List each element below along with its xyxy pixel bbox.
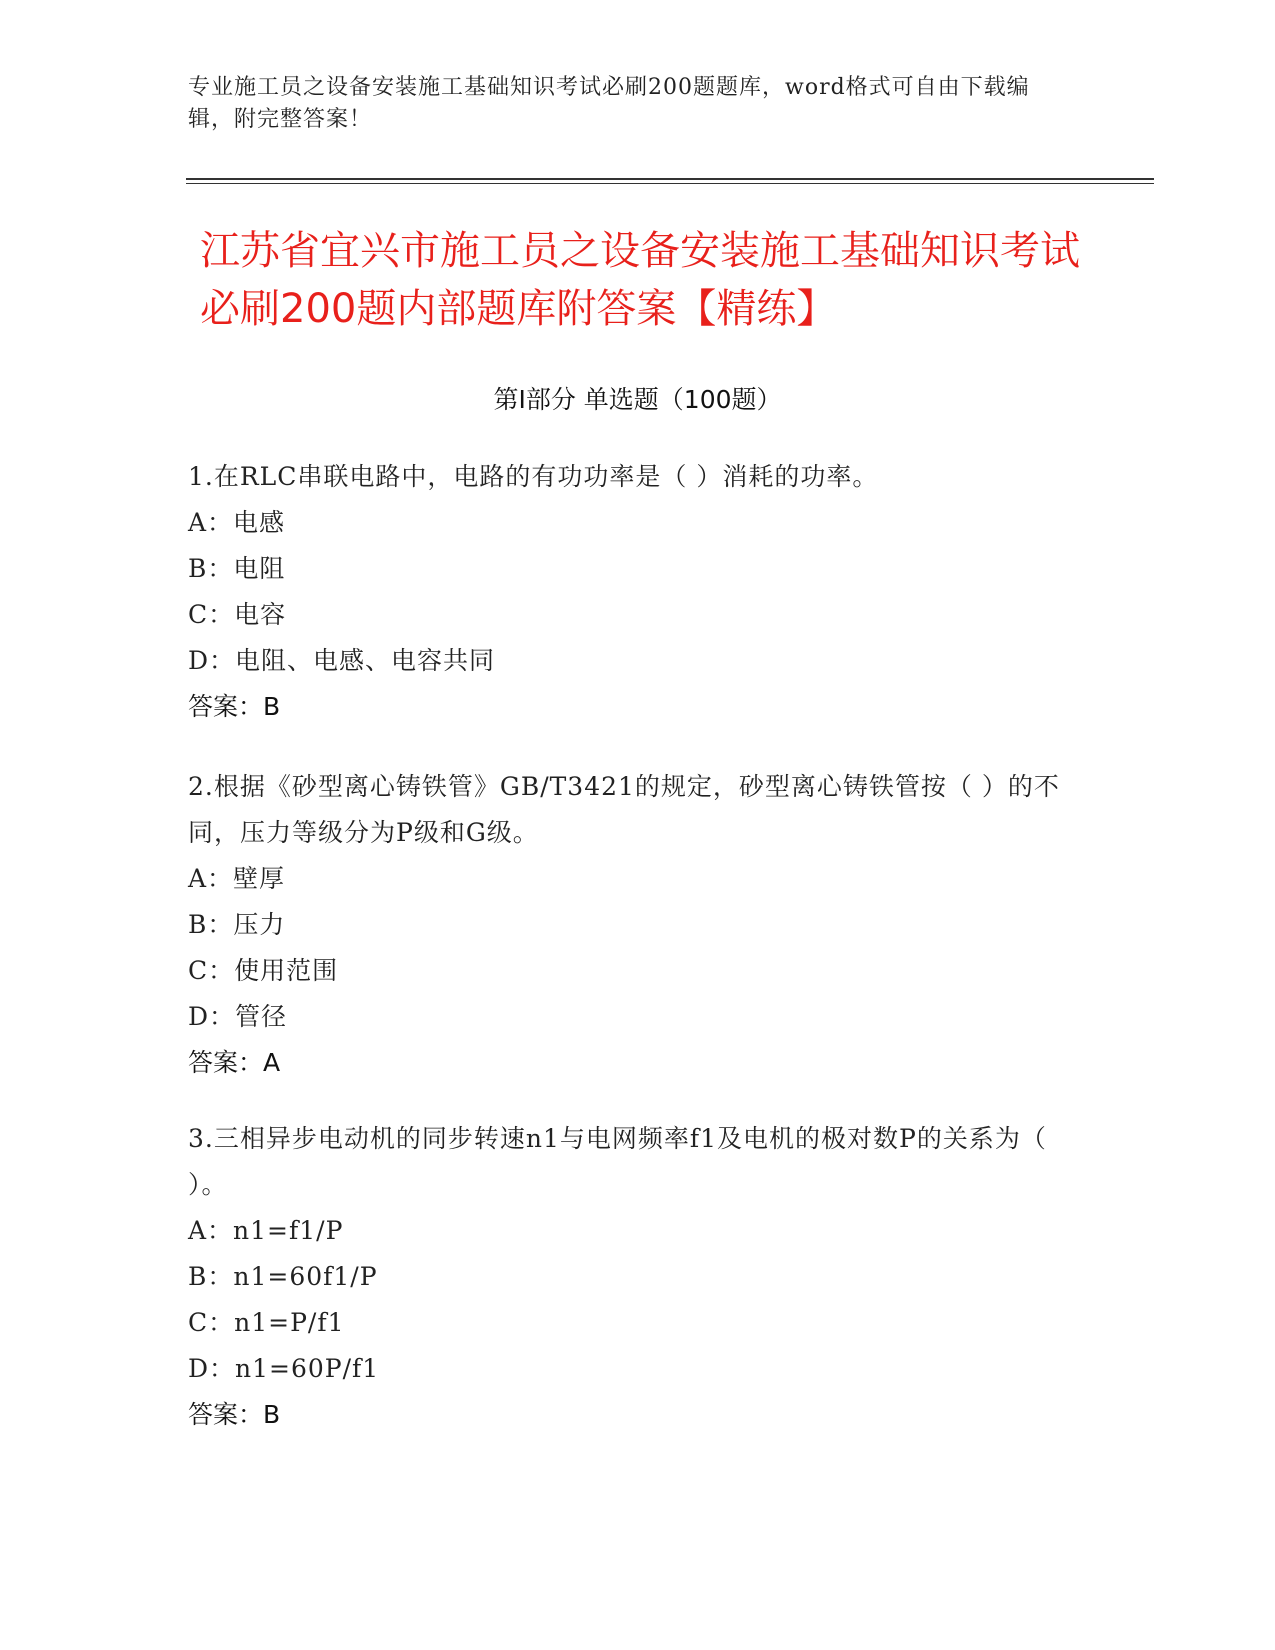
option-c: C：n1=P/f1 <box>188 1308 345 1337</box>
answer: 答案：B <box>188 692 281 721</box>
question-1 <box>188 454 1068 730</box>
answer: 答案：B <box>188 1400 281 1429</box>
header-divider-thick <box>186 178 1154 180</box>
option-d: D：n1=60P/f1 <box>188 1354 380 1383</box>
header-note: 专业施工员之设备安装施工基础知识考试必刷200题题库，word格式可自由下载编辑，附完整答案！ <box>188 75 1030 132</box>
question-text: 1.在RLC串联电路中，电路的有功功率是（ ）消耗的功率。 <box>188 462 879 491</box>
question-text: 3.三相异步电动机的同步转速n1与电网频率f1及电机的极对数P的关系为（ ）。 <box>188 1124 1047 1199</box>
option-b: B：压力 <box>188 910 286 939</box>
section-heading: 第Ⅰ部分 单选题（100题） <box>493 385 782 414</box>
question-text: 2.根据《砂型离心铸铁管》GB/T3421的规定，砂型离心铸铁管按（ ）的不同，压力等级分为P级和G级。 <box>188 772 1060 847</box>
header-divider-thin <box>186 183 1154 184</box>
option-a: A：壁厚 <box>188 864 286 893</box>
option-c: C：电容 <box>188 600 287 629</box>
option-c: C：使用范围 <box>188 956 339 985</box>
option-d: D：管径 <box>188 1002 288 1031</box>
option-a: A：电感 <box>188 508 286 537</box>
question-2 <box>188 764 1068 1086</box>
option-b: B：n1=60f1/P <box>188 1262 378 1291</box>
option-b: B：电阻 <box>188 554 286 583</box>
option-d: D：电阻、电感、电容共同 <box>188 646 496 675</box>
option-a: A：n1=f1/P <box>188 1216 344 1245</box>
answer: 答案：A <box>188 1048 281 1077</box>
document-title: 江苏省宜兴市施工员之设备安装施工基础知识考试必刷200题内部题库附答案【精练】 <box>200 228 1080 332</box>
question-3 <box>188 1116 1068 1438</box>
